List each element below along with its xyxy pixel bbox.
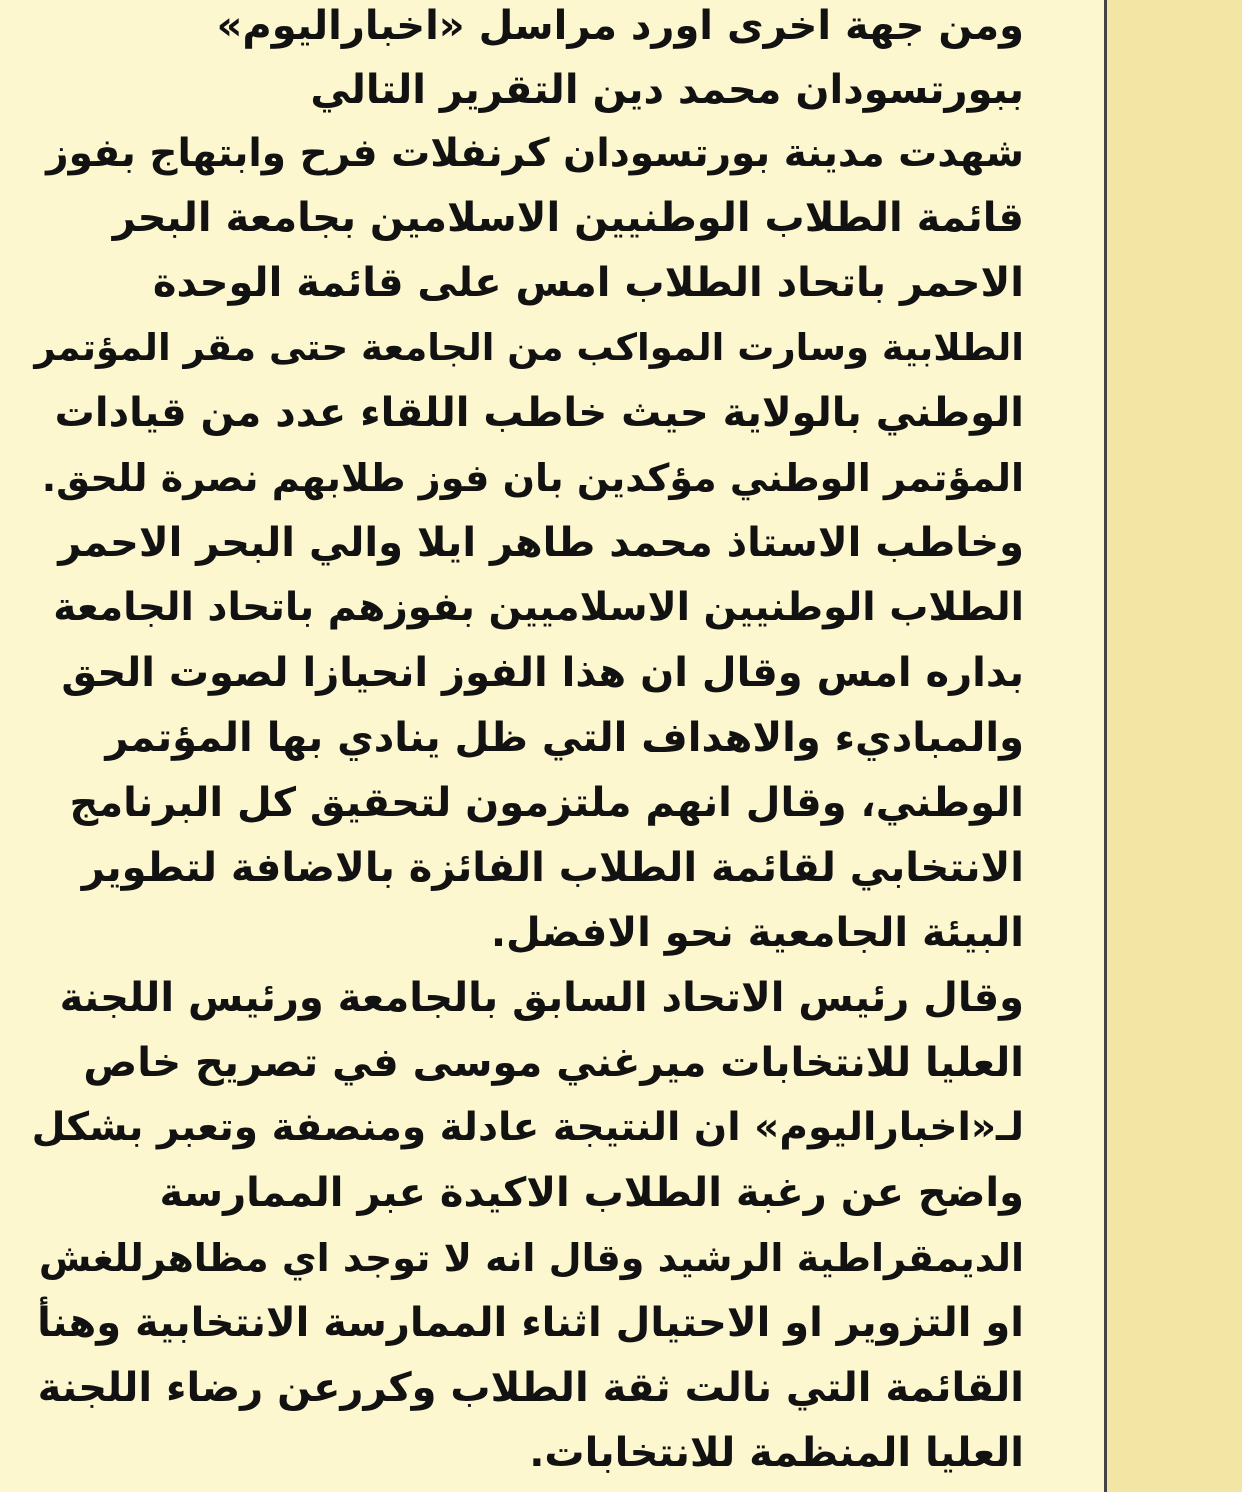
article-line-16: وقال رئيس الاتحاد السابق بالجامعة ورئيس اللجنة	[59, 975, 1024, 1021]
article-line-2: ببورتسودان محمد دين التقرير التالي	[310, 67, 1024, 113]
article-line-15: البيئة الجامعية نحو الافضل.	[490, 910, 1024, 956]
article-line-5: الاحمر باتحاد الطلاب امس على قائمة الوحدة	[152, 260, 1024, 306]
article-line-11: بداره امس وقال ان هذا الفوز انحيازا لصوت الحق	[61, 650, 1024, 696]
article-line-3: شهدت مدينة بورتسودان كرنفلات فرح وابتهاج بفوز	[46, 131, 1024, 176]
article-line-9: وخاطب الاستاذ محمد طاهر ايلا والي البحر الاحمر	[58, 520, 1024, 566]
article-line-14: الانتخابي لقائمة الطلاب الفائزة بالاضافة لتطوير	[81, 845, 1024, 891]
article-line-23: العليا المنظمة للانتخابات.	[529, 1430, 1024, 1476]
article-line-1: ومن جهة اخرى اورد مراسل «اخباراليوم»	[216, 3, 1024, 49]
article-line-7: الوطني بالولاية حيث خاطب اللقاء عدد من قيادات	[54, 390, 1024, 436]
article-line-4: قائمة الطلاب الوطنيين الاسلامين بجامعة البحر	[112, 195, 1024, 241]
article-line-12: والمباديء والاهداف التي ظل ينادي بها المؤتمر	[105, 715, 1024, 761]
article-line-21: او التزوير او الاحتيال اثناء الممارسة الانتخابية وهنأ	[37, 1300, 1024, 1346]
article-line-13: الوطني، وقال انهم ملتزمون لتحقيق كل البرنامج	[69, 780, 1024, 826]
article-line-19: واضح عن رغبة الطلاب الاكيدة عبر الممارسة	[159, 1170, 1024, 1216]
side-margin-panel	[1107, 0, 1242, 1492]
article-line-10: الطلاب الوطنيين الاسلاميين بفوزهم باتحاد الجامعة	[53, 585, 1024, 630]
article-line-22: القائمة التي نالت ثقة الطلاب وكررعن رضاء اللجنة	[37, 1365, 1024, 1411]
article-line-18: لـ«اخباراليوم» ان النتيجة عادلة ومنصفة وتعبر بشكل	[31, 1105, 1024, 1150]
article-line-8: المؤتمر الوطني مؤكدين بان فوز طلابهم نصرة للحق.	[41, 456, 1024, 500]
article-line-20: الديمقراطية الرشيد وقال انه لا توجد اي مظاهرللغش	[38, 1236, 1024, 1280]
article-body	[30, 0, 1024, 1492]
article-line-17: العليا للانتخابات ميرغني موسى في تصريح خاص	[83, 1040, 1024, 1086]
article-line-6: الطلابية وسارت المواكب من الجامعة حتى مقر المؤتمر	[34, 326, 1024, 369]
